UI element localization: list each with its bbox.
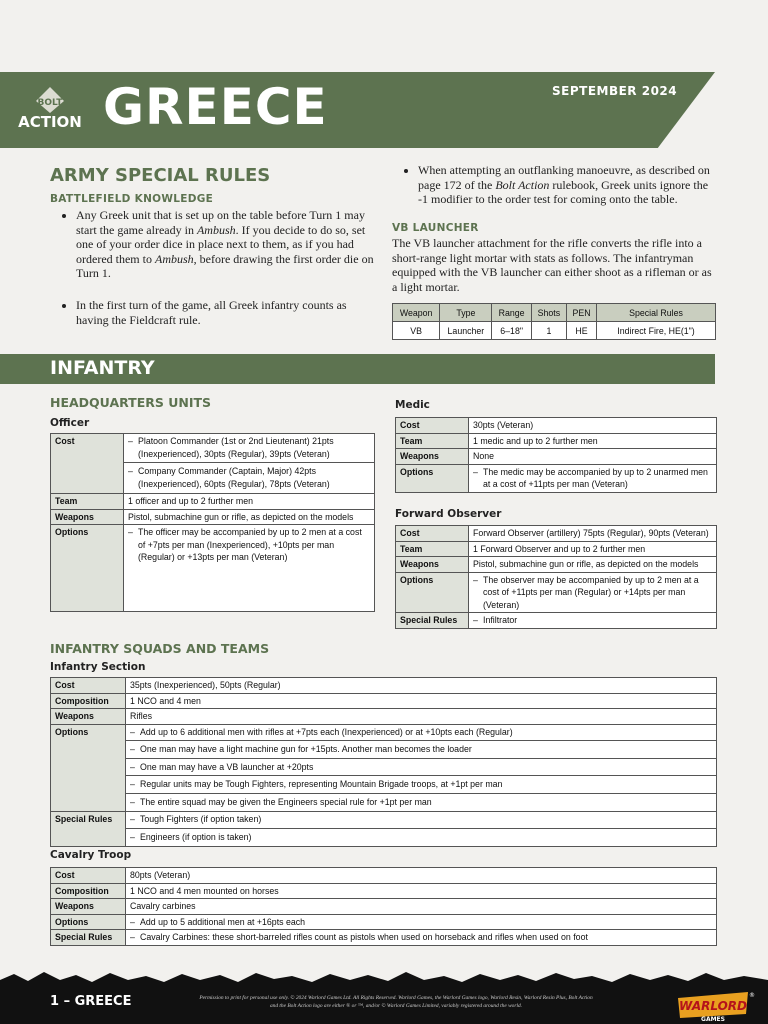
table-row: VB Launcher 6–18" 1 HE Indirect Fire, HE(1") <box>393 322 716 340</box>
officer-title: Officer <box>50 417 90 429</box>
torn-edge <box>0 968 768 988</box>
infantry-heading: INFANTRY <box>50 357 155 379</box>
vb-launcher-text: The VB launcher attachment for the rifle converts the rifle into a short-range light mortar with stats as follows. The infantryman equipped with the VB launcher can either shoot as a rifleman or as a light mortar. <box>392 236 712 294</box>
rule-fieldcraft: • In the first turn of the game, all Greek infantry counts as having the Fieldcraft rule. <box>76 298 375 327</box>
section-title: Infantry Section <box>50 661 146 673</box>
battlefield-knowledge-heading: BATTLEFIELD KNOWLEDGE <box>50 193 214 205</box>
col-range: Range <box>492 304 531 322</box>
legal-text: Permission to print for personal use only. © 2024 Warlord Games Ltd. All Rights Reserved. Warlord Games, the Warlord Games logo, Warlord Resin, Warlord Resin Plus, Bolt Action and the Bolt Action logo are either ® or ™, and/or © Warlord Games Limited, variably registered around the world. <box>199 995 593 1009</box>
rule-outflank: • When attempting an outflanking manoeuvre, as described on page 172 of the Bolt Action rulebook, Greek units ignore the -1 modifier to the order test for coming onto the table. <box>418 163 717 207</box>
col-pen: PEN <box>567 304 597 322</box>
col-type: Type <box>440 304 492 322</box>
section-table: Cost 35pts (Inexperienced), 50pts (Regular) Composition 1 NCO and 4 men Weapons Rifles Options – Add up to 6 additional men with rifles at +7pts each (Inexperienced) or at +10pts each (Regular) – One man may have a light machine gun for +15pts. Another man becomes the loader – One man may have a VB launcher at +20pts – Regular units may be Tough Fighters, representing Mountain Brigade troops, at +1pt per man – The entire squad may be given the Engineers special rule for +1pt per man Special Rules – Tough Fighters (if option taken) – Engineers (if option is taken) <box>50 677 717 847</box>
observer-title: Forward Observer <box>395 508 502 520</box>
army-rules-right <box>392 163 717 224</box>
cavalry-title: Cavalry Troop <box>50 849 132 861</box>
footer <box>0 986 768 1024</box>
col-shots: Shots <box>531 304 566 322</box>
issue-date: SEPTEMBER 2024 <box>552 84 678 98</box>
infantry-band <box>0 354 715 384</box>
vb-launcher-heading: VB LAUNCHER <box>392 222 479 234</box>
medic-table: Cost 30pts (Veteran) Team 1 medic and up to 2 further men Weapons None Options – The medic may be accompanied by up to 2 unarmed men at a cost of +11pts per man (Veteran) <box>395 417 717 493</box>
warlord-games-logo <box>676 988 754 1024</box>
hq-units-heading: HEADQUARTERS UNITS <box>50 395 212 410</box>
army-rules-left <box>50 208 375 344</box>
svg-text:BOLT: BOLT <box>37 98 63 108</box>
col-special: Special Rules <box>597 304 716 322</box>
svg-text:ACTION: ACTION <box>18 113 82 131</box>
cavalry-table: Cost 80pts (Veteran) Composition 1 NCO and 4 men mounted on horses Weapons Cavalry carbines Options – Add up to 5 additional men at +16pts each Special Rules – Cavalry Carbines: these short-barreled rifles count as pistols when used on horseback and rifles when used on foot <box>50 867 717 946</box>
page-number: 1 – GREECE <box>50 994 132 1009</box>
page-title: GREECE <box>103 78 328 136</box>
officer-table: Cost – Platoon Commander (1st or 2nd Lieutenant) 21pts (Inexperienced), 30pts (Regular), 39pts (Veteran) – Company Commander (Captain, Major) 42pts (Inexperienced), 60pts (Regular), 78pts (Veteran) Team 1 officer and up to 2 further men Weapons Pistol, submachine gun or rifle, as depicted on the models Options – The officer may be accompanied by up to 2 men at a cost of +7pts per man (Inexperienced), +10pts per man (Regular) or +13pts per man (Veteran) <box>50 433 375 612</box>
bolt-action-logo <box>18 85 82 137</box>
army-rules-heading: ARMY SPECIAL RULES <box>50 165 271 186</box>
col-weapon: Weapon <box>393 304 440 322</box>
vb-weapon-table <box>392 303 716 340</box>
squads-heading: INFANTRY SQUADS AND TEAMS <box>50 641 270 656</box>
svg-text:GAMES: GAMES <box>701 1016 725 1023</box>
svg-text:®: ® <box>749 992 755 999</box>
weapon-table-header <box>393 304 716 322</box>
rule-ambush: • Any Greek unit that is set up on the table before Turn 1 may start the game already in Ambush. If you decide to do so, set one of your order dice in place next to them, as if you had ordered them to Ambush, before drawing the first order die on Turn 1. <box>76 208 375 281</box>
observer-table: Cost Forward Observer (artillery) 75pts (Regular), 90pts (Veteran) Team 1 Forward Observer and up to 2 further men Weapons Pistol, submachine gun or rifle, as depicted on the models Options – The observer may be accompanied by up to 2 men at a cost of +11pts per man (Regular) or +14pts per man (Veteran) Special Rules – Infiltrator <box>395 525 717 629</box>
medic-title: Medic <box>395 399 430 411</box>
svg-text:WARLORD: WARLORD <box>679 999 747 1013</box>
